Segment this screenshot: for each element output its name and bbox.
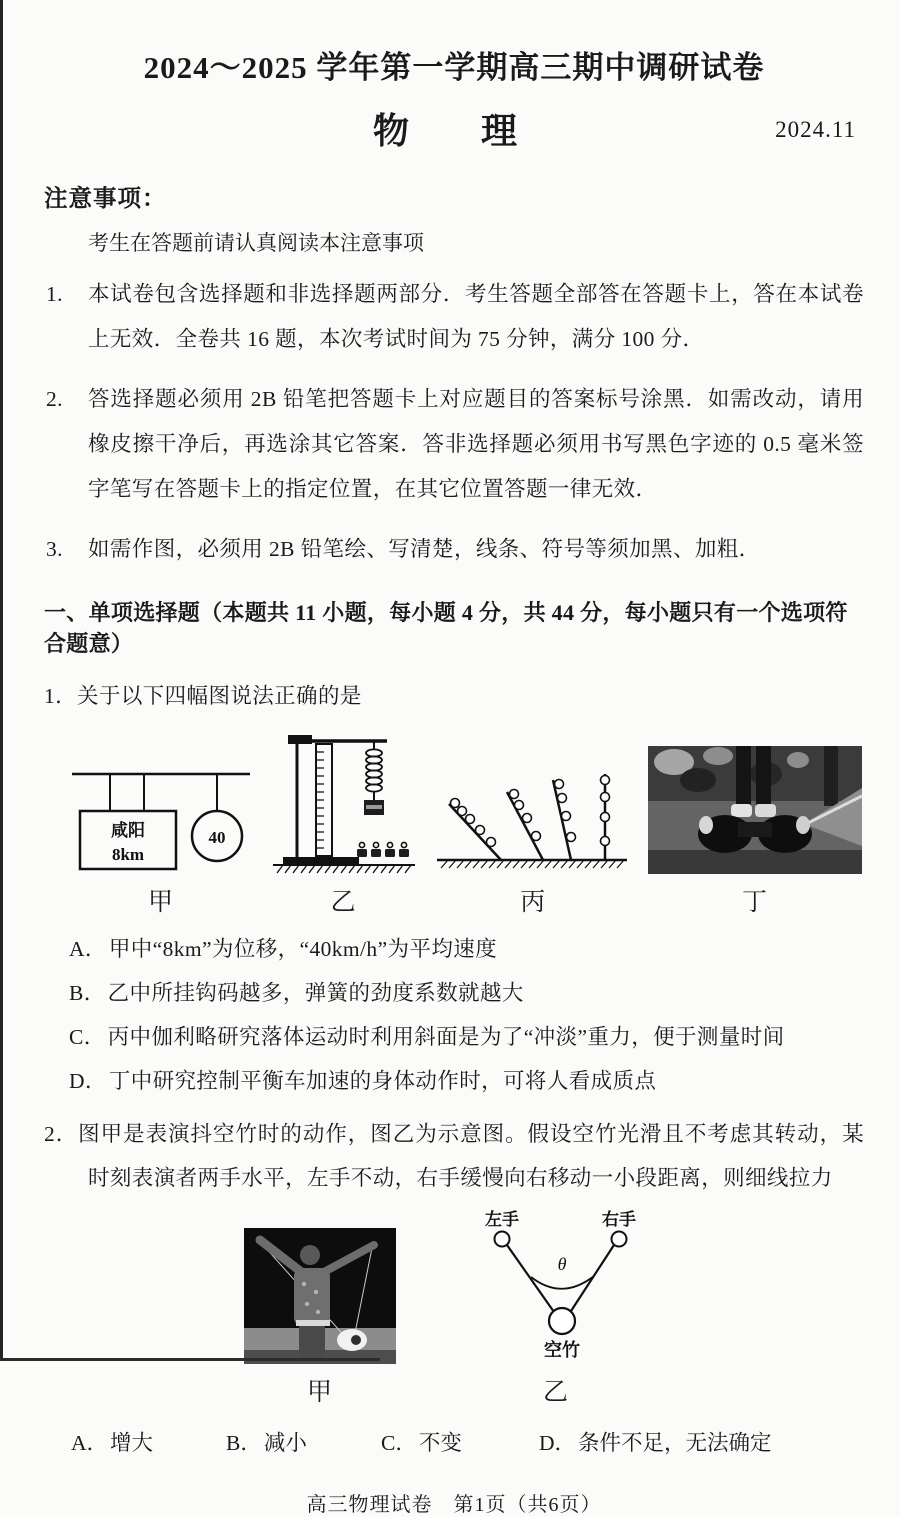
notice-number: 1. [46, 282, 63, 306]
sign-city-text: 咸阳 [111, 821, 145, 840]
notice-number: 2. [46, 387, 63, 411]
section1-heading: 一、单项选择题（本题共 11 小题，每小题 4 分，共 44 分，每小题只有一个选项符合题意） [44, 600, 848, 656]
hook-weights [357, 842, 409, 857]
diabolo-performer-photo [244, 1228, 396, 1364]
q1-figure-yi [269, 728, 419, 918]
option-text: 乙中所挂钩码越多，弹簧的劲度系数就越大 [107, 981, 524, 1005]
diabolo-diagram [454, 1208, 658, 1364]
q2-option-a [71, 1428, 226, 1458]
notice-number: 3. [46, 537, 63, 561]
q2-figure-label-jia: 甲 [306, 1379, 333, 1406]
q1-figure-jia [72, 764, 250, 918]
option-key: B． [69, 981, 106, 1005]
sign-distance-text: 8km [111, 845, 145, 864]
theta-label: θ [557, 1254, 567, 1274]
q1-figure-bing [437, 754, 629, 918]
notice-text: 答选择题必须用 2B 铅笔把答题卡上对应题目的答案标号涂黑．如需改动，请用橡皮擦干净后，再选涂其它答案．答非选择题必须用书写黑色字迹的 0.5 毫米签字笔写在答题卡上的指定位置，在其它位置答题一律无效． [88, 387, 864, 501]
q2-figure-jia [244, 1228, 396, 1408]
option-text: 丙中伽利略研究落体运动时利用斜面是为了“冲淡”重力，便于测量时间 [107, 1025, 785, 1049]
q2-figure-label-yi: 乙 [542, 1379, 569, 1406]
option-key: D． [539, 1431, 577, 1455]
option-key: D． [69, 1069, 107, 1093]
option-text: 甲中“8km”为位移，“40km/h”为平均速度 [108, 937, 498, 961]
q2-option-c [381, 1428, 539, 1458]
q2-option-b [226, 1428, 381, 1458]
diabolo-label: 空竹 [544, 1340, 580, 1360]
notice-text: 如需作图，必须用 2B 铅笔绘、写清楚，线条、符号等须加黑、加粗． [88, 537, 761, 561]
option-key: B． [226, 1431, 262, 1455]
q1-stem: 1．关于以下四幅图说法正确的是 [44, 684, 362, 708]
option-text: 增大 [110, 1431, 154, 1455]
subject-title: 物 理 [372, 111, 535, 151]
q2-figure-row [244, 1208, 864, 1408]
figure-label-jia: 甲 [147, 889, 174, 916]
exam-title: 2024～2025 学年第一学期高三期中调研试卷 [143, 50, 765, 85]
notice-text: 本试卷包含选择题和非选择题两部分．考生答题全部答在答题卡上，答在本试卷上无效．全卷共 16 题，本次考试时间为 75 分钟，满分 100 分． [88, 282, 864, 351]
q1-figure-row [44, 728, 864, 918]
exam-date: 2024.11 [775, 117, 856, 142]
option-text: 条件不足，无法确定 [578, 1431, 772, 1455]
q2-option-d [539, 1428, 772, 1458]
option-text: 减小 [263, 1431, 307, 1455]
notices-heading: 注意事项： [44, 186, 167, 212]
option-key: C． [69, 1025, 106, 1049]
left-hand-label: 左手 [485, 1210, 519, 1229]
option-key: A． [71, 1431, 109, 1455]
q1-option-d [69, 1066, 864, 1096]
notice-item-2 [44, 377, 864, 512]
option-text: 不变 [418, 1431, 462, 1455]
option-key: C． [381, 1431, 417, 1455]
notices-section [44, 179, 864, 572]
scan-artifact-left-edge [0, 0, 3, 1361]
hoverboard-photo [648, 746, 862, 874]
q1-option-b [69, 978, 864, 1008]
notice-item-1 [44, 272, 864, 362]
notices-intro: 考生在答题前请认真阅读本注意事项 [88, 231, 424, 255]
road-sign-figure [72, 764, 250, 874]
figure-label-bing: 丙 [520, 889, 547, 916]
galileo-inclines-figure [437, 754, 629, 874]
subject-row [44, 103, 864, 153]
q2-options [71, 1428, 864, 1458]
q1-options [69, 934, 864, 1096]
figure-label-yi: 乙 [330, 889, 357, 916]
q1-option-c [69, 1022, 864, 1052]
q2-stem: 2．图甲是表演抖空竹时的动作，图乙为示意图。假设空竹光滑且不考虑其转动，某时刻表演者两手水平，左手不动，右手缓慢向右移动一小段距离，则细线拉力 [44, 1122, 864, 1190]
speed-limit-text: 40 [208, 828, 226, 847]
option-text: 丁中研究控制平衡车加速的身体动作时，可将人看成质点 [108, 1069, 657, 1093]
q1-figure-ding [648, 746, 862, 918]
q2-figure-yi [454, 1208, 658, 1408]
figure-label-ding: 丁 [741, 889, 768, 916]
notice-item-3 [44, 527, 864, 572]
page-footer: 高三物理试卷 第1页（共6页） [306, 1494, 602, 1516]
spring-stand-figure [269, 728, 419, 874]
q1-option-a [69, 934, 864, 964]
option-key: A． [69, 937, 107, 961]
right-hand-label: 右手 [602, 1210, 636, 1229]
